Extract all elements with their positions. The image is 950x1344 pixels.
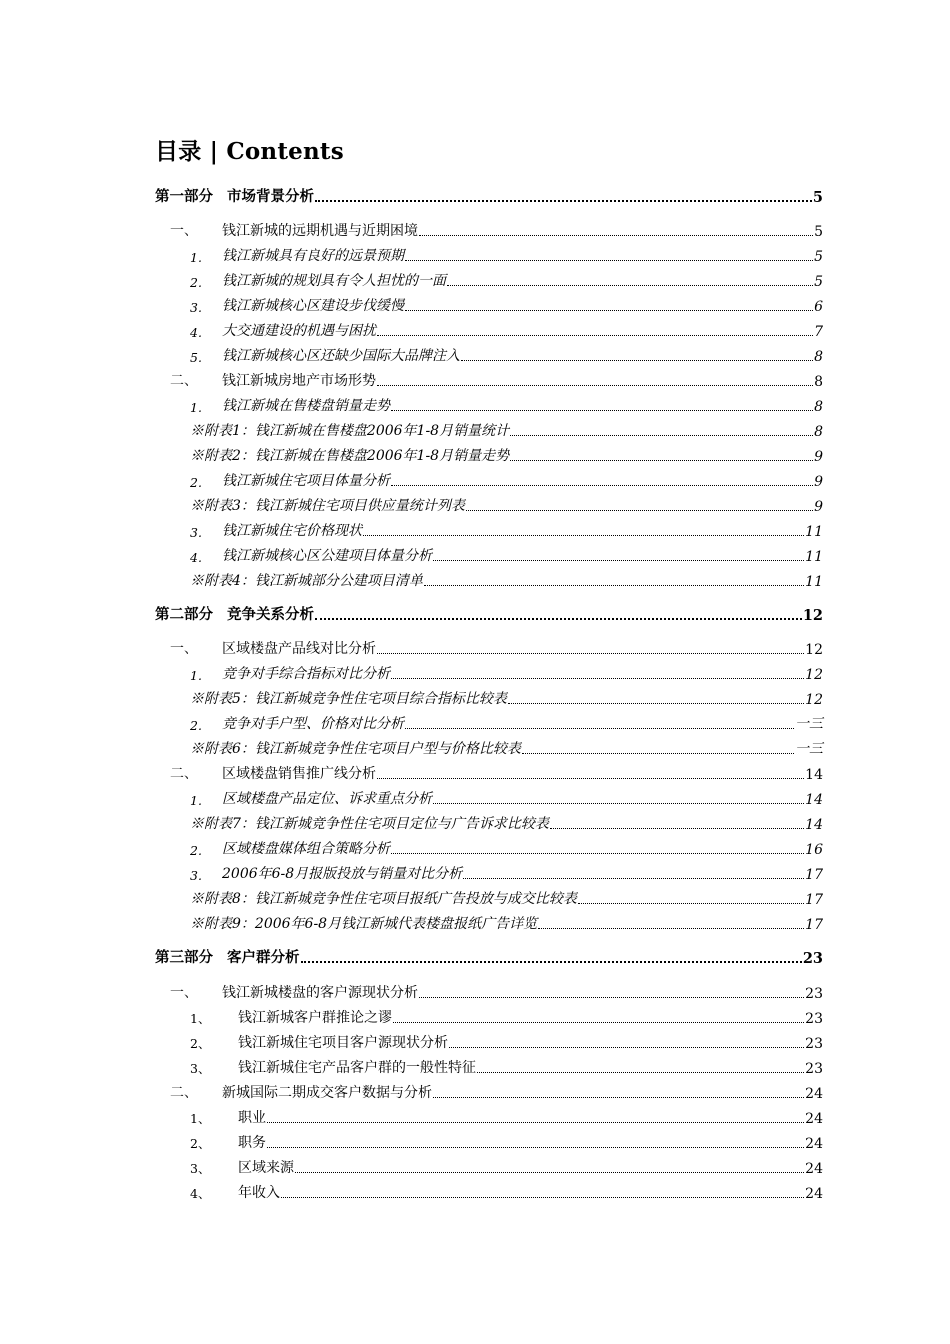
toc-entry-page-number: 24 [805,1186,823,1202]
dot-leader [281,1197,804,1198]
toc-entry-sub2[interactable] [190,1107,823,1127]
toc-entry-page-number: 23 [805,986,823,1002]
toc-entry-title: 大交通建设的机遇与困扰 [222,323,376,339]
toc-entry-title: ※附表1：钱江新城在售楼盘2006年1-8月销量统计 [190,423,510,439]
toc-entry-sub[interactable] [190,320,823,340]
toc-entry-number: 2. [190,718,202,733]
toc-entry-number: 3. [190,525,202,540]
dot-leader [461,360,813,361]
dot-leader [433,1097,804,1098]
dot-leader [391,485,813,486]
toc-entry-title: 竞争关系分析 [227,606,314,623]
toc-entry-number: 1. [190,400,202,415]
toc-entry-page-number: 23 [805,1036,823,1052]
toc-entry-number: 1. [190,250,202,265]
toc-entry-number: 3、 [190,1161,211,1176]
toc-entry-page-number: 14 [805,767,823,783]
toc-entry-sub2[interactable] [190,1157,823,1177]
toc-entry-sub2[interactable] [190,1057,823,1077]
toc-entry-title: 钱江新城核心区还缺少国际大品牌注入 [222,348,460,364]
toc-entry-page-number: 12 [802,607,823,624]
dot-leader [463,878,804,879]
toc-entry-note[interactable] [190,688,823,708]
toc-entry-title: 钱江新城住宅产品客户群的一般性特征 [238,1060,476,1076]
toc-entry-part[interactable] [155,186,823,206]
dot-leader [377,335,813,336]
dot-leader [377,385,813,386]
dot-leader [522,753,794,754]
toc-entry-page-number: 23 [805,1011,823,1027]
toc-entry-title: ※附表7：钱江新城竞争性住宅项目定位与广告诉求比较表 [190,816,549,832]
toc-entry-number: 一、 [170,223,198,239]
toc-entry-page-number: 12 [805,667,823,683]
toc-entry-sec[interactable] [170,220,823,240]
toc-entry-page-number: 11 [805,549,823,565]
toc-entry-title: 区域楼盘媒体组合策略分析 [222,841,390,857]
toc-entry-page-number: 14 [805,817,823,833]
toc-entry-number: 4. [190,550,202,565]
toc-entry-page-number: 一三 [795,741,823,757]
toc-entry-page-number: 23 [805,1061,823,1077]
toc-entry-sub2[interactable] [190,1007,823,1027]
toc-entry-sub[interactable] [190,545,823,565]
toc-entry-title: 2006年6-8月报版投放与销量对比分析 [222,866,463,882]
toc-entry-sec[interactable] [170,763,823,783]
toc-entry-page-number: 14 [805,792,823,808]
dot-leader [295,1172,804,1173]
toc-entry-number: 第一部分 [155,188,213,205]
toc-entry-sub2[interactable] [190,1132,823,1152]
toc-entry-title: 钱江新城楼盘的客户源现状分析 [222,985,418,1001]
toc-entry-title: 市场背景分析 [227,188,314,205]
toc-entry-title: 年收入 [238,1185,280,1201]
toc-entry-page-number: 24 [805,1136,823,1152]
toc-entry-title: 钱江新城具有良好的远景预期 [222,248,404,264]
toc-entry-title: 钱江新城的远期机遇与近期困境 [222,223,418,239]
dot-leader [377,778,804,779]
toc-entry-title: 钱江新城的规划具有令人担忧的一面 [222,273,446,289]
dot-leader [466,510,813,511]
toc-entry-number: 二、 [170,766,198,782]
toc-entry-number: 3. [190,868,202,883]
toc-entry-sec[interactable] [170,370,823,390]
toc-entry-page-number: 5 [814,274,823,290]
toc-entry-number: 2、 [190,1036,211,1051]
dot-leader [267,1147,804,1148]
toc-entry-page-number: 6 [814,299,823,315]
dot-leader [301,961,802,963]
toc-entry-page-number: 9 [814,499,823,515]
toc-entry-sub[interactable] [190,788,823,808]
toc-entry-title: 区域楼盘销售推广线分析 [222,766,376,782]
dot-leader [510,460,813,461]
toc-entry-page-number: 一三 [795,716,823,732]
toc-entry-number: 1、 [190,1111,211,1126]
dot-leader [267,1122,804,1123]
toc-entry-number: 4、 [190,1186,211,1201]
toc-entry-sub[interactable] [190,863,823,883]
toc-entry-number: 二、 [170,373,198,389]
toc-entry-sub[interactable] [190,395,823,415]
toc-entry-page-number: 16 [805,842,823,858]
dot-leader [550,828,804,829]
toc-entry-page-number: 17 [805,892,823,908]
toc-entry-title: 竞争对手综合指标对比分析 [222,666,390,682]
toc-entry-number: 2. [190,843,202,858]
toc-entry-number: 第二部分 [155,606,213,623]
toc-entry-title: 钱江新城住宅项目客户源现状分析 [238,1035,448,1051]
toc-entry-sub[interactable] [190,345,823,365]
toc-entry-note[interactable] [190,738,823,758]
toc-entry-page-number: 12 [805,692,823,708]
toc-entry-number: 1. [190,793,202,808]
toc-entry-page-number: 17 [805,917,823,933]
toc-entry-sub[interactable] [190,470,823,490]
dot-leader [508,703,804,704]
toc-entry-number: 3、 [190,1061,211,1076]
dot-leader [477,1072,804,1073]
toc-entry-page-number: 5 [814,249,823,265]
toc-entry-sub[interactable] [190,838,823,858]
toc-entry-number: 3. [190,300,202,315]
toc-entry-sub[interactable] [190,270,823,290]
dot-leader [424,585,804,586]
toc-entry-title: 钱江新城在售楼盘销量走势 [222,398,390,414]
dot-leader [433,560,804,561]
toc-entry-sub[interactable] [190,713,823,733]
toc-entry-note[interactable] [190,813,823,833]
toc-entry-page-number: 23 [802,950,823,967]
toc-entry-sec[interactable] [170,638,823,658]
toc-entry-title: 职务 [238,1135,266,1151]
dot-leader [405,310,813,311]
toc-entry-page-number: 24 [805,1161,823,1177]
dot-leader [315,618,802,620]
toc-entry-sub[interactable] [190,295,823,315]
dot-leader [538,928,804,929]
toc-entry-title: 区域楼盘产品线对比分析 [222,641,376,657]
dot-leader [433,803,804,804]
toc-entry-page-number: 7 [814,324,823,340]
toc-entry-note[interactable] [190,888,823,908]
dot-leader [315,200,812,202]
toc-entry-number: 一、 [170,985,198,1001]
toc-entry-sub[interactable] [190,245,823,265]
toc-entry-title: ※附表5：钱江新城竞争性住宅项目综合指标比较表 [190,691,507,707]
dot-leader [405,260,813,261]
toc-entry-page-number: 9 [814,474,823,490]
toc-entry-title: 竞争对手户型、价格对比分析 [222,716,404,732]
toc-entry-page-number: 5 [814,224,823,240]
toc-entry-number: 1. [190,668,202,683]
dot-leader [391,853,804,854]
toc-entry-page-number: 11 [805,574,823,590]
toc-entry-part[interactable] [155,604,823,624]
toc-entry-number: 二、 [170,1085,198,1101]
toc-entry-title: ※附表2：钱江新城在售楼盘2006年1-8月销量走势 [190,448,510,464]
toc-entry-note[interactable] [190,913,823,933]
toc-entry-number: 第三部分 [155,949,213,966]
toc-entry-sec[interactable] [170,1082,823,1102]
toc-entry-page-number: 8 [814,349,823,365]
toc-entry-number: 4. [190,325,202,340]
toc-entry-title: 职业 [238,1110,266,1126]
toc-entry-page-number: 9 [814,449,823,465]
toc-entry-title: 钱江新城住宅项目体量分析 [222,473,390,489]
dot-leader [393,1022,804,1023]
toc-entry-note[interactable] [190,495,823,515]
toc-entry-title: ※附表3：钱江新城住宅项目供应量统计列表 [190,498,465,514]
toc-entry-title: 区域来源 [238,1160,294,1176]
dot-leader [419,235,813,236]
toc-entry-page-number: 5 [812,189,823,206]
dot-leader [391,410,813,411]
page-title: 目录 | Contents [155,138,344,165]
toc-entry-title: ※附表8：钱江新城竞争性住宅项目报纸广告投放与成交比较表 [190,891,577,907]
toc-entry-title: 区域楼盘产品定位、诉求重点分析 [222,791,432,807]
toc-entry-sub[interactable] [190,663,823,683]
toc-entry-sub[interactable] [190,520,823,540]
toc-entry-page-number: 24 [805,1111,823,1127]
toc-entry-title: ※附表4：钱江新城部分公建项目清单 [190,573,423,589]
dot-leader [391,678,804,679]
toc-entry-title: 钱江新城核心区公建项目体量分析 [222,548,432,564]
toc-entry-part[interactable] [155,947,823,967]
toc-entry-title: 新城国际二期成交客户数据与分析 [222,1085,432,1101]
toc-entry-note[interactable] [190,570,823,590]
toc-entry-page-number: 8 [814,424,823,440]
dot-leader [578,903,804,904]
toc-entry-title: 钱江新城核心区建设步伐缓慢 [222,298,404,314]
toc-entry-page-number: 8 [814,399,823,415]
toc-entry-note[interactable] [190,445,823,465]
dot-leader [419,997,804,998]
toc-entry-number: 一、 [170,641,198,657]
toc-entry-title: 客户群分析 [227,949,300,966]
toc-entry-sec[interactable] [170,982,823,1002]
toc-entry-note[interactable] [190,420,823,440]
toc-entry-page-number: 17 [805,867,823,883]
toc-entry-number: 1、 [190,1011,211,1026]
toc-entry-number: 2、 [190,1136,211,1151]
toc-entry-number: 5. [190,350,202,365]
toc-entry-number: 2. [190,475,202,490]
toc-entry-page-number: 8 [814,374,823,390]
toc-entry-page-number: 11 [805,524,823,540]
toc-entry-page-number: 24 [805,1086,823,1102]
toc-entry-number: 2. [190,275,202,290]
toc-entry-title: ※附表9：2006年6-8月钱江新城代表楼盘报纸广告详览 [190,916,538,932]
toc-entry-title: ※附表6：钱江新城竞争性住宅项目户型与价格比较表 [190,741,521,757]
toc-entry-sub2[interactable] [190,1182,823,1202]
dot-leader [363,535,804,536]
dot-leader [510,435,813,436]
toc-entry-title: 钱江新城房地产市场形势 [222,373,376,389]
dot-leader [447,285,813,286]
dot-leader [377,653,804,654]
toc-entry-sub2[interactable] [190,1032,823,1052]
toc-entry-title: 钱江新城住宅价格现状 [222,523,362,539]
toc-entry-title: 钱江新城客户群推论之谬 [238,1010,392,1026]
toc-entry-page-number: 12 [805,642,823,658]
dot-leader [405,728,794,729]
dot-leader [449,1047,804,1048]
